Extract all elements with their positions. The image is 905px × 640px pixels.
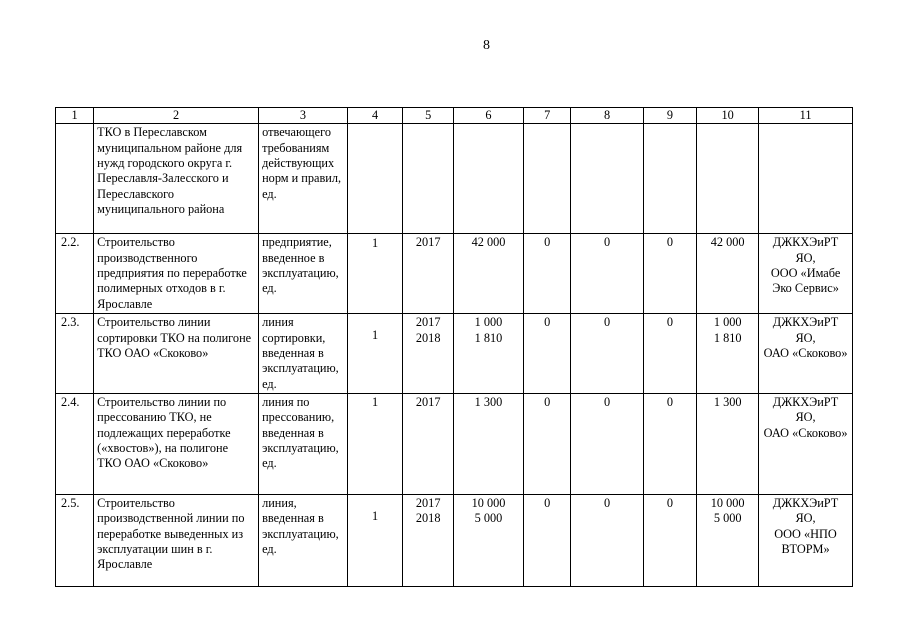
local-funding [643, 124, 697, 234]
table-row [56, 124, 853, 234]
column-header: 10 [697, 108, 759, 124]
executor [759, 124, 853, 234]
quantity [347, 124, 403, 234]
total-funding: 1 000 1 810 [453, 314, 523, 394]
row-number: 2.2. [56, 234, 94, 314]
quantity: 1 [347, 494, 403, 586]
other-funding: 1 300 [697, 393, 759, 494]
unit-of-measure: линия сортировки, введенная в эксплуатацию, ед. [259, 314, 348, 394]
total-funding: 42 000 [453, 234, 523, 314]
activity-name: ТКО в Переславском муниципальном районе для нужд городского округа г. Переславля-Залесского и Переславского муниципального района [94, 124, 259, 234]
program-activities-table [55, 107, 853, 587]
years [403, 124, 454, 234]
years: 2017 [403, 234, 454, 314]
quantity: 1 [347, 314, 403, 394]
column-header: 2 [94, 108, 259, 124]
regional-funding: 0 [571, 393, 643, 494]
table-row [56, 393, 853, 494]
table-row [56, 494, 853, 586]
other-funding: 42 000 [697, 234, 759, 314]
activity-name: Строительство производственного предприятия по переработке полимерных отходов в г. Ярославле [94, 234, 259, 314]
page-number: 8 [483, 38, 490, 53]
regional-funding: 0 [571, 314, 643, 394]
regional-funding: 0 [571, 234, 643, 314]
activity-name: Строительство линии по прессованию ТКО, не подлежащих переработке («хвостов»), на полигоне ТКО ОАО «Скоково» [94, 393, 259, 494]
activity-name: Строительство линии сортировки ТКО на полигоне ТКО ОАО «Скоково» [94, 314, 259, 394]
federal-funding: 0 [524, 494, 571, 586]
years: 2017 2018 [403, 494, 454, 586]
column-header: 7 [524, 108, 571, 124]
regional-funding [571, 124, 643, 234]
row-number: 2.5. [56, 494, 94, 586]
local-funding: 0 [643, 494, 697, 586]
total-funding [453, 124, 523, 234]
local-funding: 0 [643, 314, 697, 394]
executor: ДЖКХЭиРТ ЯО, ОАО «Скоково» [759, 314, 853, 394]
other-funding [697, 124, 759, 234]
total-funding: 1 300 [453, 393, 523, 494]
executor: ДЖКХЭиРТ ЯО, ООО «Имабе Эко Сервис» [759, 234, 853, 314]
column-header: 9 [643, 108, 697, 124]
column-header: 5 [403, 108, 454, 124]
local-funding: 0 [643, 234, 697, 314]
other-funding: 10 000 5 000 [697, 494, 759, 586]
row-number [56, 124, 94, 234]
row-number: 2.3. [56, 314, 94, 394]
unit-of-measure: предприятие, введенное в эксплуатацию, ед. [259, 234, 348, 314]
years: 2017 [403, 393, 454, 494]
column-header: 1 [56, 108, 94, 124]
executor: ДЖКХЭиРТ ЯО, ОАО «Скоково» [759, 393, 853, 494]
column-header: 8 [571, 108, 643, 124]
quantity: 1 [347, 234, 403, 314]
column-header: 11 [759, 108, 853, 124]
unit-of-measure: линия по прессованию, введенная в эксплуатацию, ед. [259, 393, 348, 494]
quantity: 1 [347, 393, 403, 494]
executor: ДЖКХЭиРТ ЯО, ООО «НПО ВТОРМ» [759, 494, 853, 586]
total-funding: 10 000 5 000 [453, 494, 523, 586]
other-funding: 1 000 1 810 [697, 314, 759, 394]
federal-funding: 0 [524, 234, 571, 314]
years: 2017 2018 [403, 314, 454, 394]
federal-funding: 0 [524, 314, 571, 394]
federal-funding: 0 [524, 393, 571, 494]
table-row [56, 314, 853, 394]
local-funding: 0 [643, 393, 697, 494]
table-row [56, 234, 853, 314]
unit-of-measure: отвечающего требованиям действующих норм и правил, ед. [259, 124, 348, 234]
column-header: 3 [259, 108, 348, 124]
table-header-row [56, 108, 853, 124]
column-header: 6 [453, 108, 523, 124]
federal-funding [524, 124, 571, 234]
unit-of-measure: линия, введенная в эксплуатацию, ед. [259, 494, 348, 586]
regional-funding: 0 [571, 494, 643, 586]
row-number: 2.4. [56, 393, 94, 494]
column-header: 4 [347, 108, 403, 124]
activity-name: Строительство производственной линии по переработке выведенных из эксплуатации шин в г. Ярославле [94, 494, 259, 586]
